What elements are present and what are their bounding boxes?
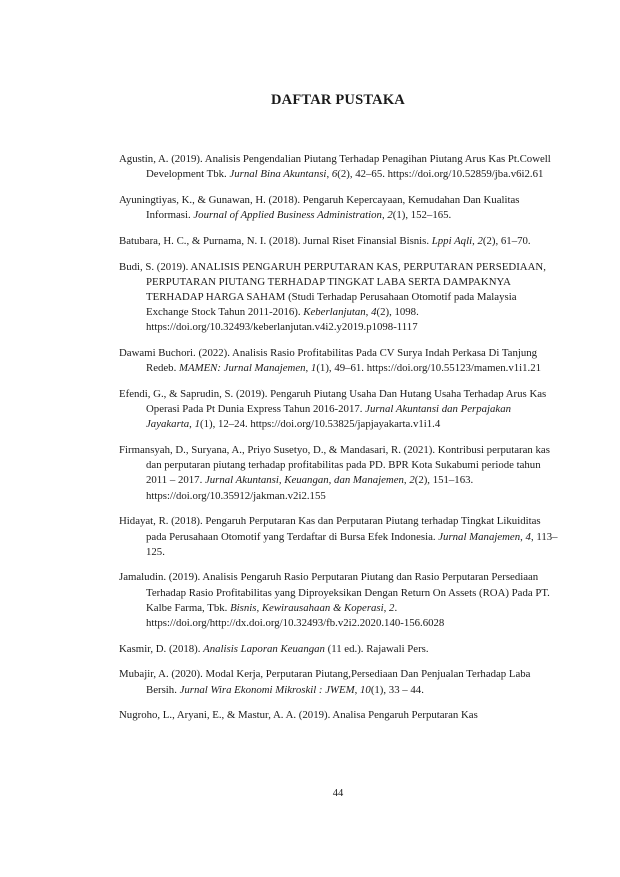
reference-italic-text: Analisis Laporan Keuangan: [203, 642, 325, 655]
reference-italic-text: 1: [310, 362, 317, 375]
reference-italic-text: 2: [389, 601, 395, 614]
reference-text: (2), 61–70.: [482, 234, 531, 247]
reference-text: (1), 152–165.: [392, 209, 452, 222]
reference-text: (1), 33 – 44.: [370, 683, 424, 696]
reference-text: Nugroho, L., Aryani, E., & Mastur, A. A. (2019). Analisa Pengaruh Perputaran Kas: [119, 709, 478, 722]
reference-italic-text: Jurnal Akuntansi dan Perpajakan Jayakarta: [146, 403, 511, 431]
reference-text: ,: [472, 234, 478, 247]
reference-text: ,: [189, 418, 195, 431]
reference-italic-text: 2: [409, 474, 415, 487]
reference-text: ,: [520, 530, 526, 543]
reference-text: Efendi, G., & Saprudin, S. (2019). Pengaruh Piutang Usaha Dan Hutang Usaha Terhadap Arus Kas Operasi Pada Pt Dunia Express Tahun 2016-2017.: [119, 387, 547, 416]
reference-entry: [119, 193, 559, 223]
reference-italic-text: 6: [331, 168, 338, 181]
reference-italic-text: Keberlanjutan: [303, 306, 366, 319]
reference-text: (2), 151–163. https://doi.org/10.35912/jakman.v2i2.155: [146, 474, 474, 502]
reference-entry: [119, 570, 559, 631]
reference-text: Firmansyah, D., Suryana, A., Priyo Susetyo, D., & Mandasari, R. (2021). Kontribusi perputaran kas dan perputaran piutang terhadap profitabilitas pada PD. BPR Kota Sukabumi periode tahun 2011 – 2017.: [119, 444, 550, 487]
reference-text: , 113–125.: [146, 530, 558, 558]
reference-text: Hidayat, R. (2018). Pengaruh Perputaran Kas dan Perputaran Piutang terhadap Tingkat Likuiditas pada Perusahaan Otomotif yang Terdaftar di Bursa Efek Indonesia.: [119, 515, 541, 543]
reference-text: ,: [305, 362, 311, 375]
reference-entry: [119, 387, 559, 433]
reference-italic-text: 2: [477, 234, 483, 247]
reference-text: Budi, S. (2019). ANALISIS PENGARUH PERPUTARAN KAS, PERPUTARAN PERSEDIAAN, PERPUTARAN PIUTANG TERHADAP TINGKAT LABA SERTA DAMPAKNYA TERHADAP HARGA SAHAM (Studi Terhadap Perusahaan Otomotif pada Malaysia Exchange Stock Tahun 2011-2016).: [119, 260, 546, 319]
page-title: DAFTAR PUSTAKA: [271, 92, 405, 108]
reference-text: (2), 1098. https://doi.org/10.32493/keberlanjutan.v4i2.y2019.p1098-1117: [146, 306, 419, 334]
reference-italic-text: Lppi Aqli: [431, 234, 473, 247]
reference-text: . https://doi.org/http://dx.doi.org/10.32493/fb.v2i2.2020.140-156.6028: [146, 601, 445, 630]
reference-text: Agustin, A. (2019). Analisis Pengendalian Piutang Terhadap Penagihan Piutang Arus Kas Pt.Cowell Development Tbk.: [119, 153, 551, 181]
reference-italic-text: 4: [371, 306, 377, 319]
reference-entry: [119, 642, 559, 657]
reference-italic-text: 1: [194, 418, 200, 431]
reference-text: (2), 42–65. https://doi.org/10.52859/jba.v6i2.61: [337, 168, 544, 181]
reference-italic-text: Jurnal Manajemen: [438, 530, 521, 543]
reference-entry: [119, 152, 559, 182]
reference-entry: [119, 346, 559, 376]
reference-italic-text: 2: [387, 209, 393, 222]
reference-text: Ayuningtiyas, K., & Gunawan, H. (2018). Pengaruh Kepercayaan, Kemudahan Dan Kualitas Informasi.: [119, 193, 520, 222]
reference-entry: [119, 708, 559, 723]
reference-text: ,: [403, 474, 410, 487]
reference-text: ,: [383, 601, 390, 614]
reference-entry: [119, 443, 559, 504]
reference-text: ,: [381, 209, 388, 222]
page-number: 44: [332, 788, 344, 799]
reference-entry: [119, 667, 559, 697]
reference-italic-text: Bisnis, Kewirausahaan & Koperasi: [230, 601, 384, 614]
reference-entry: [119, 260, 559, 336]
reference-entry: [119, 234, 559, 249]
reference-text: Batubara, H. C., & Purnama, N. I. (2018). Jurnal Riset Finansial Bisnis.: [119, 234, 432, 247]
reference-text: ,: [365, 306, 372, 319]
reference-italic-text: Journal of Applied Business Administration: [193, 209, 382, 222]
reference-italic-text: 4: [525, 530, 531, 543]
reference-italic-text: MAMEN: Jurnal Manajemen: [178, 362, 306, 375]
reference-text: ,: [326, 168, 332, 181]
reference-text: (1), 49–61. https://doi.org/10.55123/mamen.v1i1.21: [316, 362, 542, 375]
reference-italic-text: Jurnal Wira Ekonomi Mikroskil : JWEM: [179, 683, 355, 696]
reference-text: (1), 12–24. https://doi.org/10.53825/japjayakarta.v1i1.4: [199, 418, 441, 431]
reference-text: (11 ed.). Rajawali Pers.: [324, 642, 429, 655]
reference-text: Mubajir, A. (2020). Modal Kerja, Perputaran Piutang,Persediaan Dan Penjualan Terhadap Laba Bersih.: [119, 668, 531, 696]
reference-entry: [119, 514, 559, 560]
reference-list: [119, 152, 559, 734]
reference-text: ,: [354, 683, 361, 696]
reference-text: Kasmir, D. (2018).: [119, 642, 204, 655]
reference-italic-text: 10: [360, 683, 371, 696]
reference-text: Jamaludin. (2019). Analisis Pengaruh Rasio Perputaran Piutang dan Rasio Perputaran Persediaan Terhadap Rasio Profitabilitas yang Diproyeksikan Dengan Return On Assets (ROA) Pada PT. Kalbe Farma, Tbk.: [119, 571, 550, 614]
reference-text: Dawami Buchori. (2022). Analisis Rasio Profitabilitas Pada CV Surya Indah Perkasa Di Tanjung Redeb.: [119, 347, 538, 375]
reference-italic-text: Jurnal Akuntansi, Keuangan, dan Manajemen: [204, 474, 404, 487]
reference-italic-text: Jurnal Bina Akuntansi: [229, 168, 327, 181]
